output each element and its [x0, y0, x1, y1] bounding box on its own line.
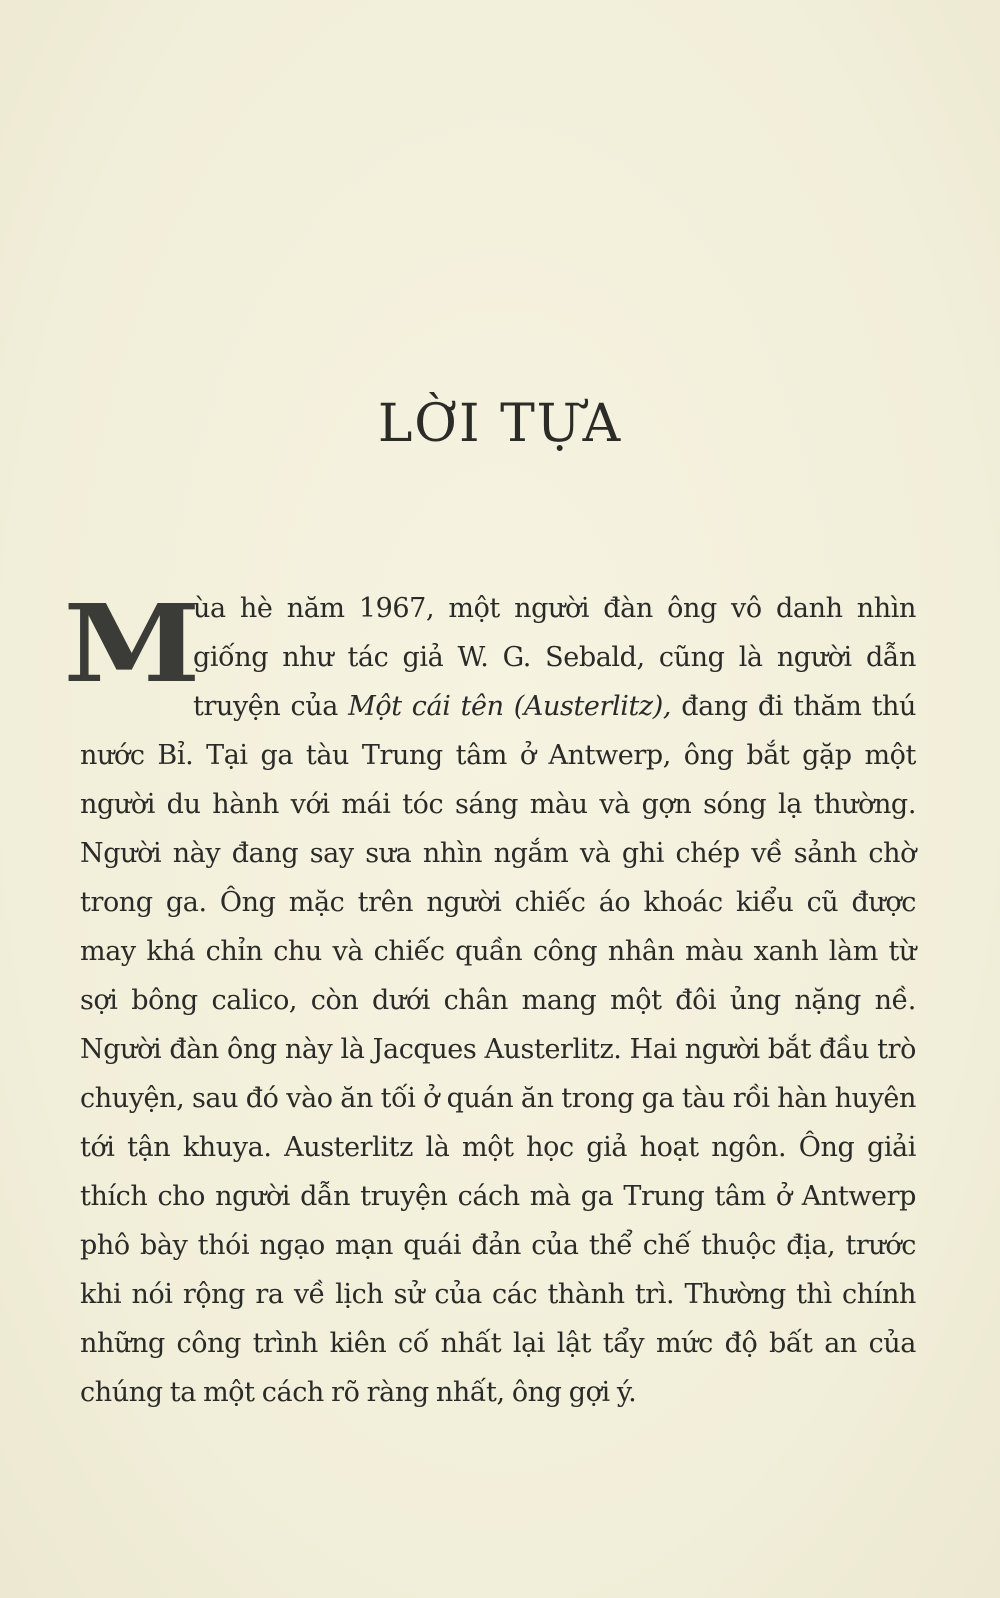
text-line: khi nói rộng ra về lịch sử của các thành trì. Thường thì chính [80, 1279, 916, 1310]
text-line: thích cho người dẫn truyện cách mà ga Trung tâm ở Antwerp [80, 1181, 916, 1212]
text-line: Người này đang say sưa nhìn ngắm và ghi chép về sảnh chờ [80, 838, 916, 869]
text-line: những công trình kiên cố nhất lại lật tẩy mức độ bất an của [80, 1328, 916, 1359]
italic-book-title: Một cái tên (Austerlitz), [348, 691, 672, 722]
text-line: nước Bỉ. Tại ga tàu Trung tâm ở Antwerp, ông bắt gặp một [80, 740, 916, 771]
text-line: Người đàn ông này là Jacques Austerlitz. Hai người bắt đầu trò [80, 1034, 916, 1065]
text-line [80, 682, 916, 731]
text-line: phô bày thói ngạo mạn quái đản của thể chế thuộc địa, trước [80, 1230, 916, 1261]
text-line: chúng ta một cách rõ ràng nhất, ông gợi ý. [80, 1377, 637, 1408]
text-line: tới tận khuya. Austerlitz là một học giả hoạt ngôn. Ông giải [80, 1132, 916, 1163]
drop-cap: M [63, 582, 201, 707]
text-line: trong ga. Ông mặc trên người chiếc áo khoác kiểu cũ được [80, 887, 916, 918]
text-line: sợi bông calico, còn dưới chân mang một đôi ủng nặng nề. [80, 985, 916, 1016]
text-segment: truyện của [193, 691, 349, 722]
text-segment: đang đi thăm thú [671, 691, 917, 722]
text-line: người du hành với mái tóc sáng màu và gợn sóng lạ thường. [80, 789, 916, 820]
text-line: giống như tác giả W. G. Sebald, cũng là người dẫn [193, 642, 916, 673]
chapter-title: LỜI TỰA [377, 394, 623, 454]
text-line: ùa hè năm 1967, một người đàn ông vô danh nhìn [193, 593, 916, 624]
text-line: chuyện, sau đó vào ăn tối ở quán ăn trong ga tàu rồi hàn huyên [80, 1083, 916, 1114]
text-line: may khá chỉn chu và chiếc quần công nhân màu xanh làm từ [80, 936, 916, 967]
chapter-body [63, 582, 917, 1417]
